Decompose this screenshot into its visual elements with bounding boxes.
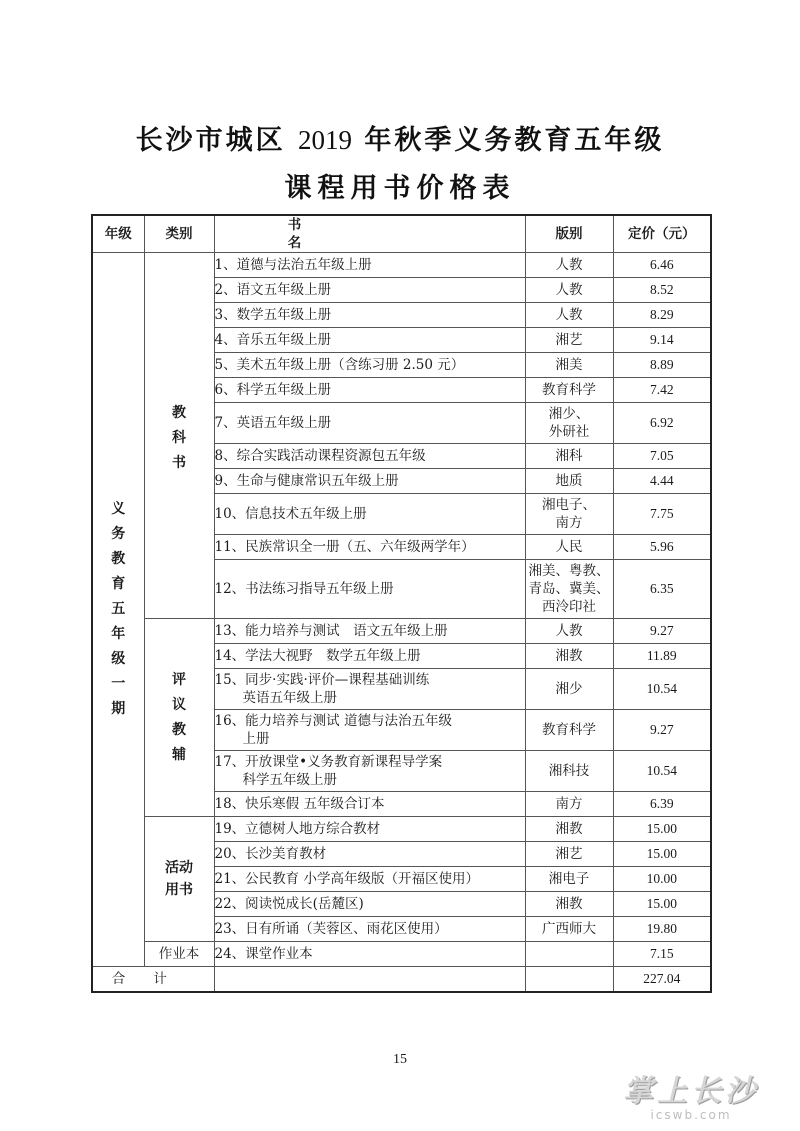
publisher: 南方 [525, 792, 613, 817]
title-suffix: 年秋季义务教育五年级 [364, 125, 665, 156]
price: 11.89 [613, 644, 711, 669]
title-year: 2019 [298, 125, 352, 155]
publisher: 广西师大 [525, 917, 613, 942]
price: 8.89 [613, 353, 711, 378]
price: 10.54 [613, 669, 711, 710]
publisher: 人民 [525, 535, 613, 560]
header-price: 定价（元） [613, 215, 711, 253]
book-name: 2、语文五年级上册 [214, 278, 525, 303]
price: 6.39 [613, 792, 711, 817]
publisher: 湘电子 [525, 867, 613, 892]
title-prefix: 长沙市城区 [135, 125, 286, 156]
total-empty-name [214, 967, 525, 993]
publisher: 教育科学 [525, 710, 613, 751]
book-name: 23、日有所诵（芙蓉区、雨花区使用） [214, 917, 525, 942]
price: 7.15 [613, 942, 711, 967]
table-row [92, 942, 711, 967]
publisher: 湘艺 [525, 328, 613, 353]
publisher: 湘教 [525, 892, 613, 917]
document-title-line2: 课程用书价格表 [284, 173, 516, 204]
book-name: 21、公民教育 小学高年级版（开福区使用） [214, 867, 525, 892]
publisher: 湘教 [525, 644, 613, 669]
publisher: 人教 [525, 303, 613, 328]
total-row [92, 967, 711, 993]
header-publisher: 版别 [525, 215, 613, 253]
price: 19.80 [613, 917, 711, 942]
category-textbook: 教科书 [144, 253, 214, 619]
watermark-brand: 掌上长沙 [623, 1074, 759, 1109]
publisher: 湘科技 [525, 751, 613, 792]
publisher: 湘少、 外研社 [525, 403, 613, 444]
total-empty-publisher [525, 967, 613, 993]
book-name: 20、长沙美育教材 [214, 842, 525, 867]
book-name: 15、同步·实践·评价—课程基础训练 英语五年级上册 [214, 669, 525, 710]
book-name: 1、道德与法治五年级上册 [214, 253, 525, 278]
book-name: 9、生命与健康常识五年级上册 [214, 469, 525, 494]
price: 9.14 [613, 328, 711, 353]
book-name: 14、学法大视野 数学五年级上册 [214, 644, 525, 669]
book-name: 8、综合实践活动课程资源包五年级 [214, 444, 525, 469]
price: 10.54 [613, 751, 711, 792]
publisher: 湘教 [525, 817, 613, 842]
book-name: 19、立德树人地方综合教材 [214, 817, 525, 842]
book-name: 11、民族常识全一册（五、六年级两学年） [214, 535, 525, 560]
publisher: 教育科学 [525, 378, 613, 403]
price: 6.46 [613, 253, 711, 278]
publisher [525, 942, 613, 967]
price: 9.27 [613, 710, 711, 751]
publisher: 湘电子、 南方 [525, 494, 613, 535]
price: 7.75 [613, 494, 711, 535]
book-name: 7、英语五年级上册 [214, 403, 525, 444]
book-name: 17、开放课堂•义务教育新课程导学案 科学五年级上册 [214, 751, 525, 792]
document-title-line1 [0, 118, 800, 157]
total-value: 227.04 [613, 967, 711, 993]
book-name: 18、快乐寒假 五年级合订本 [214, 792, 525, 817]
book-name: 16、能力培养与测试 道德与法治五年级 上册 [214, 710, 525, 751]
price: 15.00 [613, 892, 711, 917]
publisher: 湘美 [525, 353, 613, 378]
book-name: 6、科学五年级上册 [214, 378, 525, 403]
price: 15.00 [613, 817, 711, 842]
publisher: 人教 [525, 278, 613, 303]
table-row [92, 817, 711, 842]
category-homework: 作业本 [144, 942, 214, 967]
table-row [92, 619, 711, 644]
book-name: 24、课堂作业本 [214, 942, 525, 967]
book-name: 4、音乐五年级上册 [214, 328, 525, 353]
price: 10.00 [613, 867, 711, 892]
price: 7.05 [613, 444, 711, 469]
price-table [91, 214, 712, 993]
table-row [92, 253, 711, 278]
page-number: 15 [393, 1052, 407, 1067]
header-category: 类别 [144, 215, 214, 253]
publisher: 湘少 [525, 669, 613, 710]
price: 4.44 [613, 469, 711, 494]
price: 6.92 [613, 403, 711, 444]
book-name: 22、阅读悦成长(岳麓区) [214, 892, 525, 917]
price: 15.00 [613, 842, 711, 867]
watermark-logo [596, 1076, 786, 1122]
book-name: 3、数学五年级上册 [214, 303, 525, 328]
publisher: 湘艺 [525, 842, 613, 867]
watermark-url: icswb.com [650, 1108, 732, 1122]
publisher: 地质 [525, 469, 613, 494]
total-label: 合计 [92, 967, 214, 993]
category-review: 评议教辅 [144, 619, 214, 817]
publisher: 湘美、粤教、 青岛、冀美、 西泠印社 [525, 560, 613, 619]
book-name: 10、信息技术五年级上册 [214, 494, 525, 535]
header-grade: 年级 [92, 215, 144, 253]
price: 9.27 [613, 619, 711, 644]
book-name: 13、能力培养与测试 语文五年级上册 [214, 619, 525, 644]
header-book-name: 书名 [214, 215, 525, 253]
publisher: 湘科 [525, 444, 613, 469]
price: 8.29 [613, 303, 711, 328]
category-activity: 活动用书 [144, 817, 214, 942]
publisher: 人教 [525, 619, 613, 644]
publisher: 人教 [525, 253, 613, 278]
book-name: 5、美术五年级上册（含练习册 2.50 元） [214, 353, 525, 378]
price: 5.96 [613, 535, 711, 560]
price: 8.52 [613, 278, 711, 303]
price: 6.35 [613, 560, 711, 619]
book-name: 12、书法练习指导五年级上册 [214, 560, 525, 619]
grade-cell: 义务教育五年级一期 [92, 253, 144, 967]
price: 7.42 [613, 378, 711, 403]
